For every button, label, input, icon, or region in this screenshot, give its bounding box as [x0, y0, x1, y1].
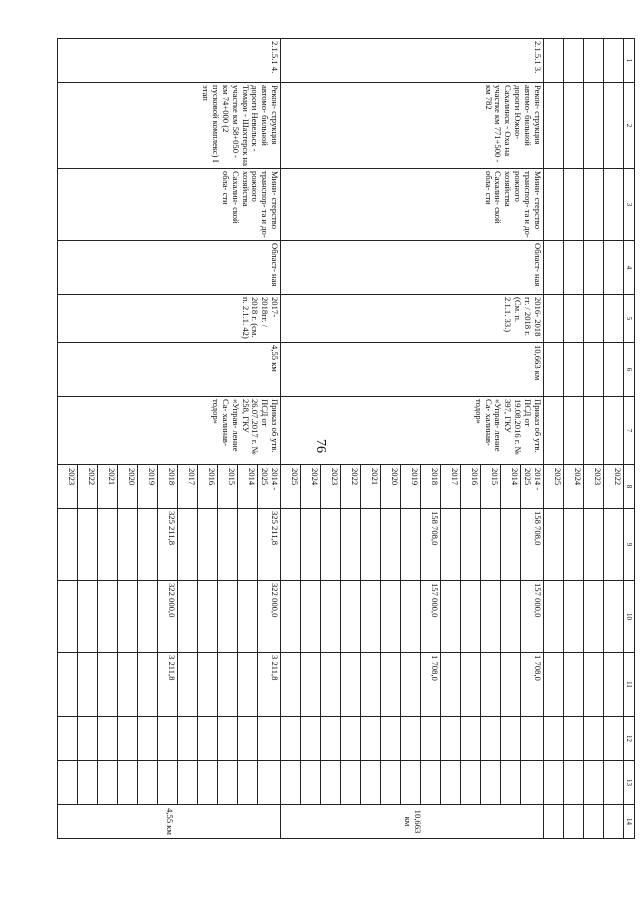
empty-cell: [584, 295, 604, 343]
value-col11: 3 211,8: [258, 653, 281, 717]
empty-cell: [78, 717, 98, 761]
year-cell: 2023: [58, 465, 78, 509]
value-col9: 158 708,0: [521, 509, 544, 581]
column-number-4: 4: [624, 241, 635, 295]
value-col9: [341, 509, 361, 581]
value-col10: [238, 581, 258, 653]
value-col9: [461, 509, 481, 581]
value-col11: [501, 653, 521, 717]
empty-cell: [604, 509, 624, 581]
column-number-11: 11: [624, 653, 635, 717]
empty-cell: [481, 761, 501, 805]
empty-cell: [258, 717, 281, 761]
empty-cell: [564, 343, 584, 397]
table-row: [521, 39, 544, 839]
column-number-8: 8: [624, 465, 635, 509]
year-cell: 2015: [481, 465, 501, 509]
column-number-9: 9: [624, 509, 635, 581]
value-col10: [78, 581, 98, 653]
empty-cell: [604, 717, 624, 761]
value-col9: [301, 509, 321, 581]
empty-cell: [604, 581, 624, 653]
empty-cell: [604, 653, 624, 717]
empty-cell: [238, 761, 258, 805]
year-cell: 2023: [321, 465, 341, 509]
value-col11: [138, 653, 158, 717]
column-number-3: 3: [624, 169, 635, 241]
empty-cell: [461, 717, 481, 761]
value-col9: [138, 509, 158, 581]
column-number-row: [624, 39, 635, 839]
value-col11: [118, 653, 138, 717]
empty-cell: [544, 509, 564, 581]
empty-cell: [584, 717, 604, 761]
year-cell: 2022: [78, 465, 98, 509]
empty-cell: [584, 83, 604, 169]
rotated-content: [67, 38, 635, 838]
empty-cell: [604, 761, 624, 805]
value-col9: [441, 509, 461, 581]
entry-capacity: 4,55 км: [58, 343, 281, 397]
empty-cell: [564, 241, 584, 295]
entry-customer: Мини- стерство транспор- та и до- рожного хозяйства Сахалин- ской обла- сти: [58, 169, 281, 241]
value-col9: [118, 509, 138, 581]
empty-cell: [521, 717, 544, 761]
empty-cell: [604, 295, 624, 343]
value-col10: [178, 581, 198, 653]
empty-cell: [198, 761, 218, 805]
empty-cell: [361, 717, 381, 761]
empty-cell: [544, 761, 564, 805]
value-col11: 1 708,0: [421, 653, 441, 717]
empty-cell: [58, 717, 78, 761]
value-col9: [58, 509, 78, 581]
year-cell: 2014 - 2025: [258, 465, 281, 509]
value-col11: [441, 653, 461, 717]
value-col10: [381, 581, 401, 653]
value-col10: [98, 581, 118, 653]
value-col11: [58, 653, 78, 717]
year-cell: 2014: [238, 465, 258, 509]
entry-number: 2.1.5.1 3.: [281, 39, 544, 83]
value-col9: [381, 509, 401, 581]
year-cell: 2018: [158, 465, 178, 509]
value-col9: 325 211,8: [158, 509, 178, 581]
capacity-cell: [584, 805, 604, 839]
empty-cell: [584, 397, 604, 465]
year-cell: 2016: [461, 465, 481, 509]
empty-cell: [501, 761, 521, 805]
column-number-10: 10: [624, 581, 635, 653]
column-number-5: 5: [624, 295, 635, 343]
empty-cell: [361, 761, 381, 805]
year-cell: 2022: [604, 465, 624, 509]
empty-cell: [218, 717, 238, 761]
empty-cell: [321, 717, 341, 761]
empty-cell: [198, 717, 218, 761]
empty-cell: [158, 717, 178, 761]
value-col10: [118, 581, 138, 653]
empty-cell: [604, 241, 624, 295]
empty-cell: [544, 83, 564, 169]
value-col11: [238, 653, 258, 717]
empty-cell: [604, 83, 624, 169]
empty-cell: [544, 581, 564, 653]
empty-cell: [178, 761, 198, 805]
value-col11: [218, 653, 238, 717]
empty-cell: [521, 761, 544, 805]
year-cell: 2017: [178, 465, 198, 509]
value-col10: [58, 581, 78, 653]
empty-cell: [564, 295, 584, 343]
value-col11: [98, 653, 118, 717]
rotated-scan: [67, 38, 635, 838]
table-row: [604, 39, 624, 839]
value-col11: [198, 653, 218, 717]
column-number-6: 6: [624, 343, 635, 397]
entry-level: Област- ная: [281, 241, 544, 295]
value-col11: [301, 653, 321, 717]
empty-cell: [461, 761, 481, 805]
empty-cell: [584, 509, 604, 581]
value-col10: [361, 581, 381, 653]
year-cell: 2022: [341, 465, 361, 509]
empty-cell: [564, 761, 584, 805]
empty-cell: [58, 761, 78, 805]
empty-cell: [481, 717, 501, 761]
entry-number: 2.1.5.1 4.: [58, 39, 281, 83]
capacity-cell: [544, 805, 564, 839]
value-col11: [281, 653, 301, 717]
value-col9: [178, 509, 198, 581]
empty-cell: [584, 241, 604, 295]
empty-cell: [421, 761, 441, 805]
year-cell: 2021: [98, 465, 118, 509]
investment-table: [58, 38, 636, 839]
page-number: 76: [313, 439, 328, 453]
empty-cell: [158, 761, 178, 805]
empty-cell: [564, 169, 584, 241]
empty-cell: [238, 717, 258, 761]
value-col11: [321, 653, 341, 717]
table-row: [544, 39, 564, 839]
year-cell: 2020: [118, 465, 138, 509]
empty-cell: [441, 717, 461, 761]
column-number-12: 12: [624, 717, 635, 761]
empty-cell: [544, 717, 564, 761]
empty-cell: [341, 717, 361, 761]
empty-cell: [564, 83, 584, 169]
empty-cell: [584, 761, 604, 805]
table-row: [584, 39, 604, 839]
empty-cell: [501, 717, 521, 761]
value-col10: [281, 581, 301, 653]
column-number-2: 2: [624, 83, 635, 169]
value-col11: [341, 653, 361, 717]
entry-capacity-total: 10,663 км: [281, 805, 544, 839]
value-col9: [78, 509, 98, 581]
year-cell: 2024: [564, 465, 584, 509]
value-col10: [401, 581, 421, 653]
empty-cell: [544, 241, 564, 295]
capacity-cell: [604, 805, 624, 839]
value-col10: 322 000,0: [158, 581, 178, 653]
year-cell: 2018: [421, 465, 441, 509]
value-col10: [501, 581, 521, 653]
value-col10: [218, 581, 238, 653]
year-cell: 2015: [218, 465, 238, 509]
entry-document: Приказ об утв. ПСД от 19.08.2016 г. № 397, ГКУ «Управ- ление Са- халинав- тодор»: [281, 397, 544, 465]
empty-cell: [584, 581, 604, 653]
empty-cell: [118, 761, 138, 805]
value-col9: [98, 509, 118, 581]
empty-cell: [218, 761, 238, 805]
value-col9: 325 211,8: [258, 509, 281, 581]
value-col10: [301, 581, 321, 653]
empty-cell: [178, 717, 198, 761]
empty-cell: [544, 169, 564, 241]
value-col9: [321, 509, 341, 581]
empty-cell: [341, 761, 361, 805]
value-col9: [238, 509, 258, 581]
value-col11: [461, 653, 481, 717]
value-col9: [281, 509, 301, 581]
entry-capacity: 10,663 км: [281, 343, 544, 397]
entry-capacity-total: 4,55 км: [58, 805, 281, 839]
year-cell: 2021: [361, 465, 381, 509]
empty-cell: [401, 717, 421, 761]
empty-cell: [564, 581, 584, 653]
value-col10: 157 000,0: [521, 581, 544, 653]
value-col10: [481, 581, 501, 653]
empty-cell: [281, 717, 301, 761]
entry-level: Област- ная: [58, 241, 281, 295]
entry-customer: Мини- стерство транспор- та и до- рожного хозяйства Сахалин- ской обла- сти: [281, 169, 544, 241]
table-row: [258, 39, 281, 839]
value-col10: [461, 581, 481, 653]
table-row: [564, 39, 584, 839]
year-cell: 2025: [544, 465, 564, 509]
year-cell: 2024: [301, 465, 321, 509]
empty-cell: [564, 509, 584, 581]
empty-cell: [584, 169, 604, 241]
value-col9: 158 708,0: [421, 509, 441, 581]
empty-cell: [604, 169, 624, 241]
empty-cell: [604, 397, 624, 465]
year-cell: 2014 - 2025: [521, 465, 544, 509]
year-cell: 2023: [584, 465, 604, 509]
empty-cell: [544, 343, 564, 397]
value-col11: 3 211,8: [158, 653, 178, 717]
empty-cell: [544, 39, 564, 83]
value-col11: [481, 653, 501, 717]
value-col11: [381, 653, 401, 717]
empty-cell: [564, 653, 584, 717]
value-col10: [441, 581, 461, 653]
value-col9: [198, 509, 218, 581]
empty-cell: [78, 761, 98, 805]
empty-cell: [544, 397, 564, 465]
value-col10: [198, 581, 218, 653]
year-cell: 2019: [138, 465, 158, 509]
empty-cell: [544, 295, 564, 343]
year-cell: 2020: [381, 465, 401, 509]
empty-cell: [401, 761, 421, 805]
empty-cell: [564, 39, 584, 83]
empty-cell: [564, 717, 584, 761]
year-cell: 2025: [281, 465, 301, 509]
value-col10: [321, 581, 341, 653]
empty-cell: [584, 39, 604, 83]
column-number-7: 7: [624, 397, 635, 465]
column-number-13: 13: [624, 761, 635, 805]
value-col11: [361, 653, 381, 717]
value-col10: 157 000,0: [421, 581, 441, 653]
capacity-cell: [564, 805, 584, 839]
empty-cell: [584, 343, 604, 397]
value-col11: 1 708,0: [521, 653, 544, 717]
value-col9: [501, 509, 521, 581]
entry-name: Рекон- струкция автомо- бильной дороги Южно- Сахалинск - Оха на участке км 771+500 - км 782: [281, 83, 544, 169]
value-col9: [361, 509, 381, 581]
empty-cell: [138, 717, 158, 761]
empty-cell: [321, 761, 341, 805]
year-cell: 2017: [441, 465, 461, 509]
value-col9: [481, 509, 501, 581]
column-number-14: 14: [624, 805, 635, 839]
empty-cell: [258, 761, 281, 805]
year-cell: 2019: [401, 465, 421, 509]
value-col10: 322 000,0: [258, 581, 281, 653]
empty-cell: [421, 717, 441, 761]
value-col11: [78, 653, 98, 717]
empty-cell: [138, 761, 158, 805]
empty-cell: [441, 761, 461, 805]
empty-cell: [118, 717, 138, 761]
empty-cell: [281, 761, 301, 805]
value-col11: [178, 653, 198, 717]
empty-cell: [604, 39, 624, 83]
value-col10: [138, 581, 158, 653]
empty-cell: [564, 397, 584, 465]
column-number-1: 1: [624, 39, 635, 83]
empty-cell: [604, 343, 624, 397]
value-col11: [401, 653, 421, 717]
year-cell: 2016: [198, 465, 218, 509]
entry-name: Рекон- струкция автомо- бильной дороги Невельск - Томари - Шахтерск на участке км 58+050 - км 74+000 (2 пусковой комплекс) I этап: [58, 83, 281, 169]
value-col9: [218, 509, 238, 581]
entry-term: 2016- 2018 гг. / 2018 г. (См. п. 2.1.1. 33.): [281, 295, 544, 343]
empty-cell: [381, 717, 401, 761]
value-col10: [341, 581, 361, 653]
entry-document: Приказ об утв. ПСД от 26.07.2017 г. № 258, ГКУ «Управ- ление Са- халинав- тодор»: [58, 397, 281, 465]
empty-cell: [584, 653, 604, 717]
empty-cell: [301, 761, 321, 805]
empty-cell: [381, 761, 401, 805]
entry-term: 2017- 2018гг. / 2018 г. (см. п. 2.1.1. 42): [58, 295, 281, 343]
empty-cell: [98, 717, 118, 761]
empty-cell: [301, 717, 321, 761]
value-col9: [401, 509, 421, 581]
empty-cell: [98, 761, 118, 805]
empty-cell: [544, 653, 564, 717]
table-body: [58, 39, 635, 839]
year-cell: 2014: [501, 465, 521, 509]
